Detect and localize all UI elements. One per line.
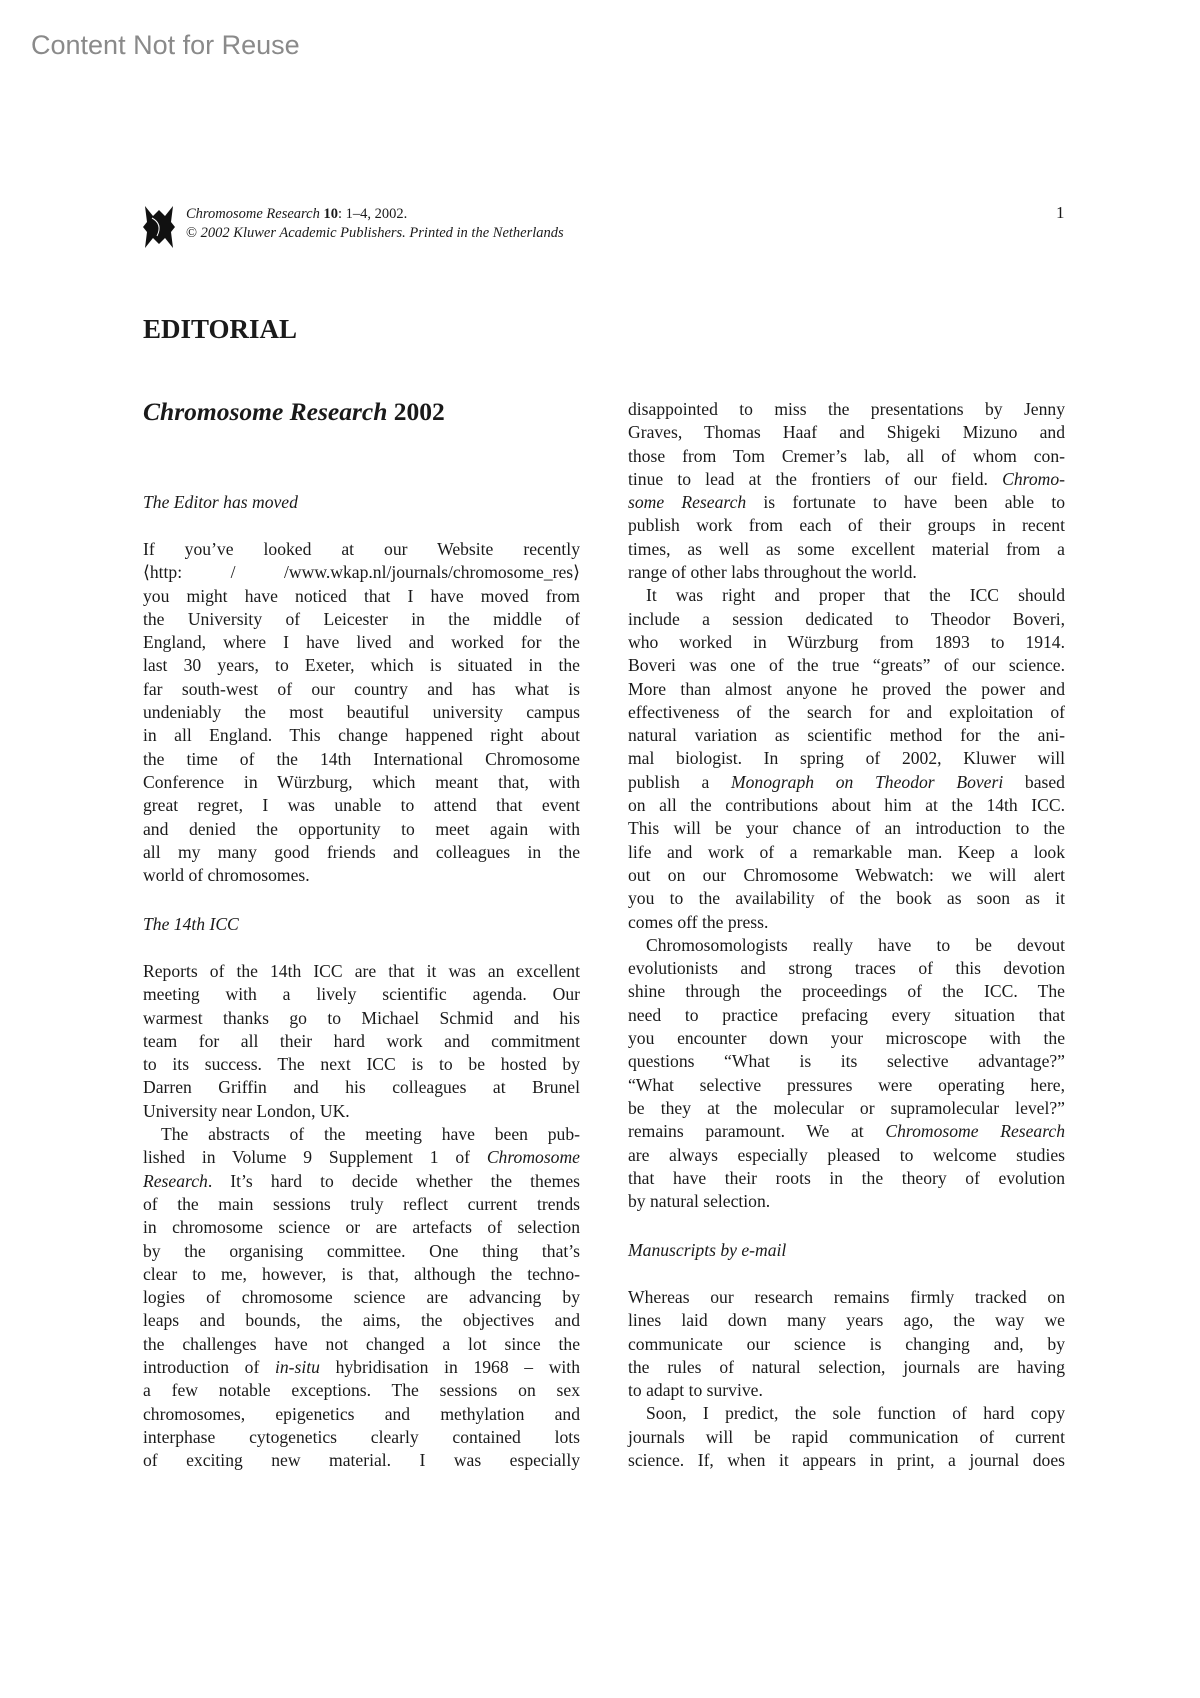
text-segment: . It’s hard to decide whether the themes	[207, 1170, 580, 1191]
text-line: team for all their hard work and commitment	[143, 1030, 580, 1051]
text-line: mal biologist. In spring of 2002, Kluwer will	[628, 748, 1065, 769]
text-line: ⟨http: / /www.wkap.nl/journals/chromosome_res⟩	[143, 562, 580, 583]
text-line: need to practice prefacing every situation that	[628, 1004, 1065, 1025]
italic-text-segment: Research	[143, 1170, 208, 1191]
italic-text-segment: Monograph on Theodor Boveri	[730, 771, 1004, 792]
journal-pages: : 1–4, 2002.	[337, 206, 408, 222]
journal-volume: 10	[323, 206, 338, 222]
italic-text-segment: Chromosome	[486, 1147, 580, 1168]
italic-text-segment: some Research	[628, 492, 747, 513]
text-line: you encounter down your microscope with the	[628, 1028, 1065, 1049]
text-line: Reports of the 14th ICC are that it was an excellent	[143, 961, 580, 981]
text-line: Conference in Würzburg, which meant that, with	[143, 771, 580, 792]
text-segment: remains paramount. We at	[628, 1121, 886, 1142]
text-line: who worked in Würzburg from 1893 to 1914.	[628, 631, 1065, 652]
text-line: life and work of a remarkable man. Keep a look	[628, 841, 1065, 862]
text-line: great regret, I was unable to attend that event	[143, 795, 580, 816]
text-line: all my many good friends and colleagues in the	[143, 841, 580, 862]
text-line: the time of the 14th International Chromosome	[143, 748, 580, 769]
text-line: The abstracts of the meeting have been pub-	[161, 1124, 580, 1145]
italic-text-segment: in-situ	[274, 1357, 320, 1378]
text-line: meeting with a lively scientific agenda. Our	[143, 984, 580, 1005]
copyright-line	[186, 224, 564, 243]
subheading-manuscripts: Manuscripts by e-mail	[628, 1240, 787, 1260]
text-line: a few notable exceptions. The sessions on sex	[143, 1380, 580, 1401]
text-line: lines laid down many years ago, the way we	[628, 1310, 1065, 1331]
text-line: interphase cytogenetics clearly contained lots	[143, 1426, 580, 1447]
text-line: warmest thanks go to Michael Schmid and his	[143, 1007, 580, 1028]
subheading-editor-moved: The Editor has moved	[143, 492, 298, 512]
title-year: 2002	[393, 397, 445, 426]
text-line: chromosomes, epigenetics and methylation and	[143, 1403, 580, 1424]
text-line: you might have noticed that I have moved from	[143, 585, 580, 606]
text-line: undeniably the most beautiful university campus	[143, 702, 580, 723]
text-line: the University of Leicester in the middle of	[143, 608, 580, 629]
text-line: last 30 years, to Exeter, which is situated in the	[143, 655, 580, 676]
text-line	[143, 1146, 580, 1169]
copyright-icon: ©	[186, 225, 198, 241]
text-line: Boveri was one of the true “greats” of our science.	[628, 655, 1065, 676]
journal-citation	[186, 205, 407, 224]
watermark: Content Not for Reuse	[31, 30, 300, 60]
text-line: of exciting new material. I was especially	[143, 1450, 580, 1471]
kluwer-logo-icon	[143, 206, 175, 248]
text-line: those from Tom Cremer’s lab, all of whom con-	[628, 445, 1065, 466]
text-line: the rules of natural selection, journals are having	[628, 1356, 1065, 1377]
text-line: science. If, when it appears in print, a journal does	[628, 1450, 1065, 1471]
text-segment: based	[1003, 771, 1065, 792]
text-line: out on our Chromosome Webwatch: we will alert	[628, 864, 1065, 885]
text-line: More than almost anyone he proved the power and	[628, 678, 1065, 699]
text-segment: is fortunate to have been able to	[746, 492, 1065, 513]
journal-name: Chromosome Research	[186, 206, 320, 222]
text-line: the challenges have not changed a lot since the	[143, 1333, 580, 1354]
page-number: 1	[1056, 203, 1065, 222]
text-line: leaps and bounds, the aims, the objectives and	[143, 1310, 580, 1331]
text-segment: hybridisation in 1968 – with	[319, 1357, 580, 1378]
text-line: effectiveness of the search for and exploitation of	[628, 701, 1065, 722]
text-line: It was right and proper that the ICC should	[646, 585, 1065, 606]
text-line: range of other labs throughout the world.	[628, 562, 917, 583]
text-line: in all England. This change happened right about	[143, 725, 580, 746]
text-line: world of chromosomes.	[143, 865, 310, 886]
text-line	[628, 771, 1065, 794]
text-segment: publish a	[628, 771, 731, 792]
section-label: EDITORIAL	[143, 314, 298, 344]
text-line: Whereas our research remains firmly tracked on	[628, 1287, 1065, 1307]
text-line: communicate our science is changing and, by	[628, 1333, 1065, 1354]
italic-text-segment: Chromo-	[1002, 468, 1065, 489]
text-line: on all the contributions about him at the 14th ICC.	[628, 795, 1065, 816]
text-line	[143, 1356, 580, 1379]
text-line: clear to me, however, is that, although the techno-	[143, 1263, 580, 1284]
text-line: evolutionists and strong traces of this devotion	[628, 958, 1065, 979]
text-line: comes off the press.	[628, 911, 769, 932]
text-line: This will be your chance of an introduction to the	[628, 818, 1065, 839]
text-segment: introduction of	[143, 1357, 275, 1378]
subheading-14th-icc: The 14th ICC	[143, 914, 239, 934]
body-column-right-2	[628, 1286, 1065, 1472]
text-line: far south-west of our country and has what is	[143, 678, 580, 699]
text-line: you to the availability of the book as soon as it	[628, 888, 1065, 909]
text-line: England, where I have lived and worked for the	[143, 632, 580, 653]
text-line: Darren Griffin and his colleagues at Brunel	[143, 1077, 580, 1098]
text-line: publish work from each of their groups in recent	[628, 515, 1065, 536]
text-line: and denied the opportunity to meet again with	[143, 818, 580, 839]
text-line: Graves, Thomas Haaf and Shigeki Mizuno and	[628, 422, 1065, 443]
text-line: journals will be rapid communication of current	[628, 1426, 1065, 1447]
text-line: “What selective pressures were operating here,	[628, 1074, 1065, 1095]
text-line: natural variation as scientific method for the ani-	[628, 725, 1065, 746]
text-line: University near London, UK.	[143, 1100, 350, 1121]
text-line: are always especially pleased to welcome studies	[628, 1144, 1065, 1165]
text-line: in chromosome science or are artefacts of selection	[143, 1217, 580, 1238]
text-line: to its success. The next ICC is to be hosted by	[143, 1054, 580, 1075]
title-journal-name: Chromosome Research	[143, 397, 388, 426]
text-line: disappointed to miss the presentations by Jenny	[628, 399, 1065, 419]
body-column-left-1	[143, 538, 580, 887]
text-line: include a session dedicated to Theodor Boveri,	[628, 608, 1065, 629]
text-line: Soon, I predict, the sole function of hard copy	[646, 1403, 1065, 1424]
text-line: be they at the molecular or supramolecular level?”	[628, 1097, 1065, 1118]
copyright-text: 2002 Kluwer Academic Publishers. Printed in the Netherlands	[200, 225, 564, 241]
text-line: by the organising committee. One thing that’s	[143, 1240, 580, 1261]
text-line	[628, 491, 1065, 514]
text-segment: tinue to lead at the frontiers of our field.	[628, 468, 1003, 489]
text-segment: lished in Volume 9 Supplement 1 of	[143, 1147, 487, 1168]
text-line	[628, 1120, 1065, 1143]
body-column-right-1	[628, 398, 1065, 1213]
italic-text-segment: Chromosome Research	[885, 1121, 1066, 1142]
text-line: If you’ve looked at our Website recently	[143, 539, 580, 559]
text-line: shine through the proceedings of the ICC. The	[628, 981, 1065, 1002]
text-line: that have their roots in the theory of evolution	[628, 1167, 1065, 1188]
text-line: questions “What is its selective advantage?”	[628, 1051, 1065, 1072]
text-line: Chromosomologists really have to be devout	[646, 934, 1065, 955]
article-title	[143, 397, 445, 427]
text-line: times, as well as some excellent material from a	[628, 538, 1065, 559]
text-line: of the main sessions truly reflect current trends	[143, 1193, 580, 1214]
text-line	[143, 1170, 580, 1193]
text-line	[628, 468, 1065, 491]
text-line: by natural selection.	[628, 1191, 771, 1212]
body-column-left-2	[143, 960, 580, 1473]
text-line: to adapt to survive.	[628, 1380, 763, 1401]
text-line: logies of chromosome science are advancing by	[143, 1287, 580, 1308]
